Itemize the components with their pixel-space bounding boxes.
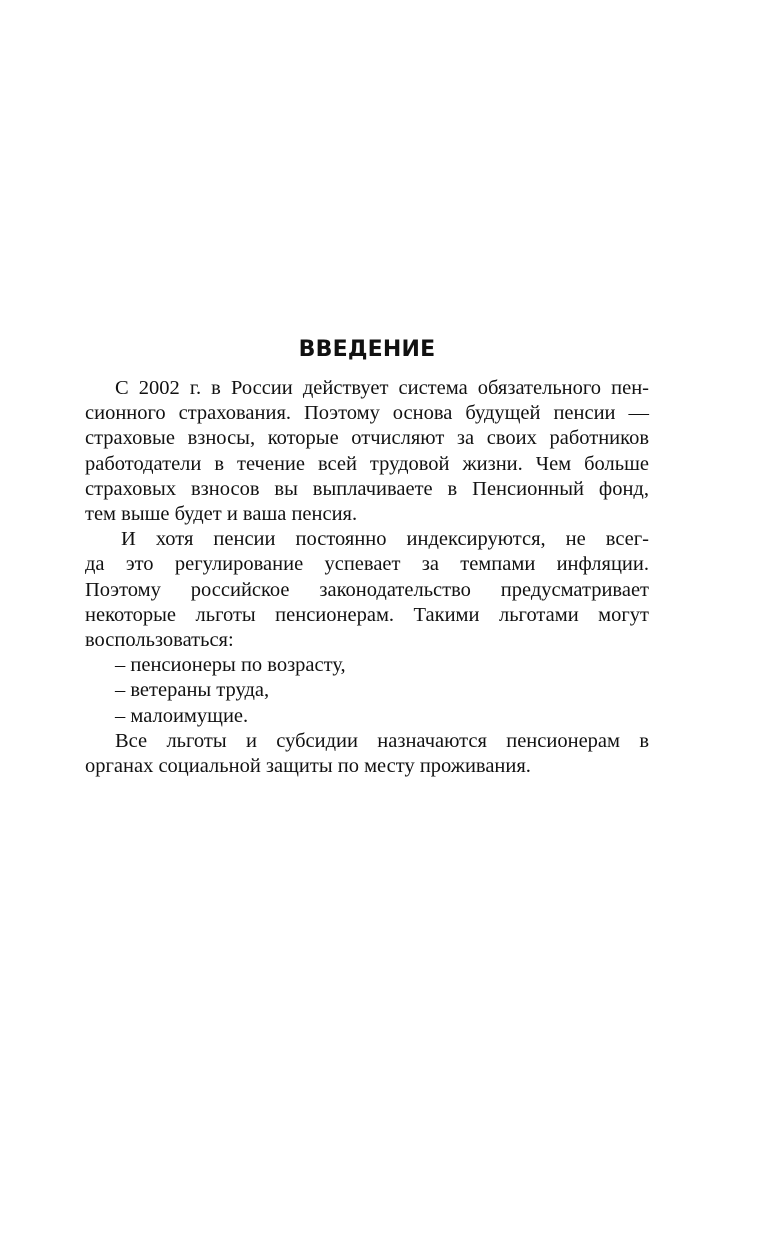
text-line: воспользоваться: — [85, 629, 234, 652]
text-line: некоторые льготы пенсионерам. Такими льготами могут — [85, 603, 649, 626]
text-line: органах социальной защиты по месту проживания. — [85, 755, 531, 778]
text-line: Поэтому российское законодательство предусматривает — [85, 578, 649, 601]
paragraph-intro — [85, 376, 649, 527]
paragraph-indexation — [85, 527, 649, 653]
section-heading: ВВЕДЕНИЕ — [298, 337, 436, 362]
list-item: – пенсионеры по возрасту, — [115, 654, 346, 677]
document-page — [85, 334, 649, 779]
text-line: сионного страхования. Поэтому основа будущей пенсии — — [85, 402, 649, 425]
text-line: И хотя пенсии постоянно индексируются, не всег- — [121, 528, 649, 551]
text-line: страховые взносы, которые отчисляют за своих работников — [85, 427, 649, 450]
text-line: Все льготы и субсидии назначаются пенсионерам в — [115, 729, 649, 752]
text-line: тем выше будет и ваша пенсия. — [85, 503, 358, 526]
list-item: – ветераны труда, — [115, 679, 270, 702]
text-line: страховых взносов вы выплачиваете в Пенсионный фонд, — [85, 477, 649, 500]
beneficiary-list — [85, 653, 649, 729]
text-line: да это регулирование успевает за темпами инфляции. — [85, 553, 649, 576]
text-line: работодатели в течение всей трудовой жизни. Чем больше — [85, 452, 649, 475]
paragraph-closing — [85, 729, 649, 779]
list-item: – малоимущие. — [115, 704, 249, 727]
text-line: С 2002 г. в России действует система обязательного пен- — [115, 377, 649, 399]
